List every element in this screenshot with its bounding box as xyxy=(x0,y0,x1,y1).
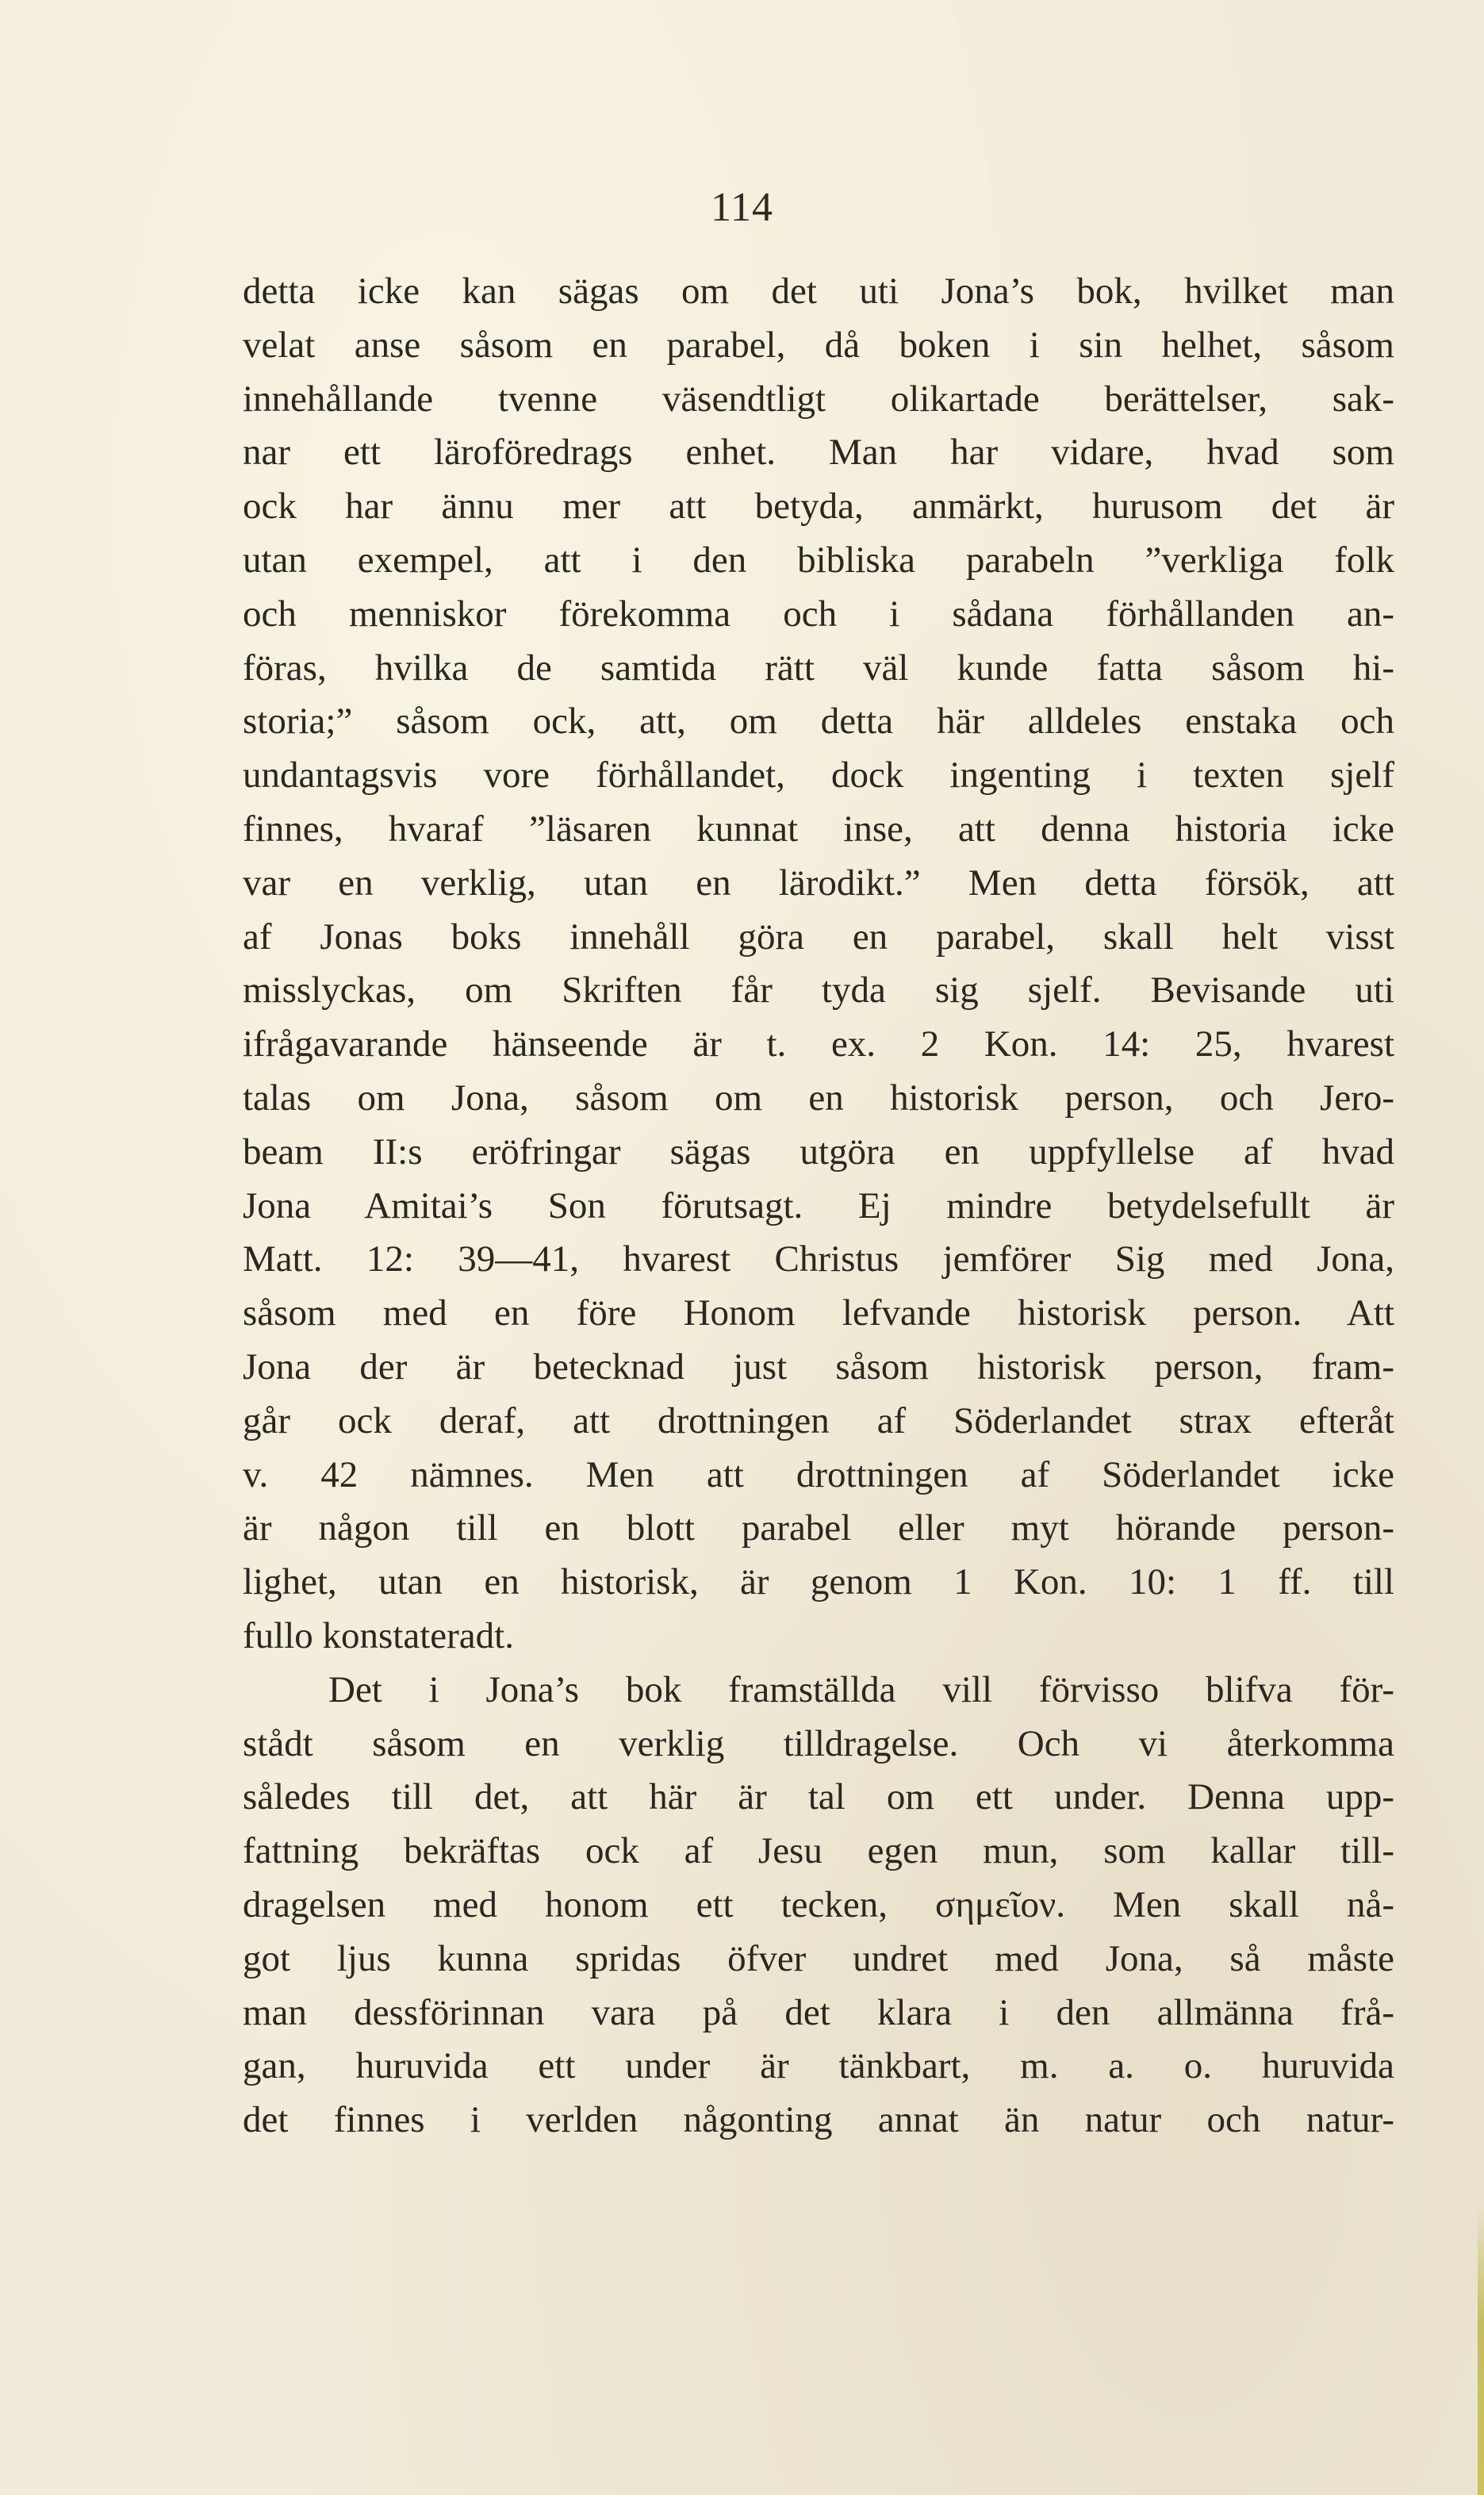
text-line: är någon till en blott parabel eller myt hörande person- xyxy=(243,1507,1394,1549)
text-line: storia;” såsom ock, att, om detta här alldeles enstaka och xyxy=(243,701,1394,743)
text-line: fullo konstateradt. xyxy=(243,1614,514,1656)
text-line: fattning bekräftas ock af Jesu egen mun, som kallar till- xyxy=(243,1830,1394,1872)
text-line: går ock deraf, att drottningen af Söderlandet strax efteråt xyxy=(243,1399,1394,1441)
body-text xyxy=(243,265,1394,2148)
text-line: misslyckas, om Skriften får tyda sig sjelf. Bevisande uti xyxy=(243,969,1394,1011)
text-line: lighet, utan en historisk, är genom 1 Kon. 10: 1 ff. till xyxy=(243,1561,1394,1603)
text-line: Matt. 12: 39—41, hvarest Christus jemförer Sig med Jona, xyxy=(243,1238,1394,1280)
text-line: ifrågavarande hänseende är t. ex. 2 Kon. 14: 25, hvarest xyxy=(243,1023,1394,1065)
text-line: ock har ännu mer att betyda, anmärkt, hurusom det är xyxy=(243,486,1394,528)
paragraph-1 xyxy=(243,265,1394,1664)
text-line: v. 42 nämnes. Men att drottningen af Söderlandet icke xyxy=(243,1453,1394,1495)
text-line: det finnes i verlden någonting annat än natur och natur- xyxy=(243,2099,1394,2141)
text-line: undantagsvis vore förhållandet, dock ingenting i texten sjelf xyxy=(243,754,1394,796)
text-line: Det i Jona’s bok framställda vill förvisso blifva för- xyxy=(328,1668,1394,1710)
text-line: nar ett läroföredrags enhet. Man har vidare, hvad som xyxy=(243,432,1394,474)
text-line: got ljus kunna spridas öfver undret med Jona, så måste xyxy=(243,1937,1394,1979)
text-line: velat anse såsom en parabel, då boken i sin helhet, såsom xyxy=(243,324,1394,366)
text-line: Jona Amitai’s Son förutsagt. Ej mindre betydelsefullt är xyxy=(243,1184,1394,1226)
text-line: gan, huruvida ett under är tänkbart, m. a. o. huruvida xyxy=(243,2045,1394,2087)
text-line: stådt såsom en verklig tilldragelse. Och vi återkomma xyxy=(243,1722,1394,1764)
paragraph-2 xyxy=(243,1664,1394,2148)
text-line: beam II:s eröfringar sägas utgöra en uppfyllelse af hvad xyxy=(243,1130,1394,1173)
text-line: föras, hvilka de samtida rätt väl kunde fatta såsom hi- xyxy=(243,647,1394,689)
text-line: således till det, att här är tal om ett under. Denna upp- xyxy=(243,1776,1394,1818)
text-line: af Jonas boks innehåll göra en parabel, skall helt visst xyxy=(243,915,1394,958)
text-line: och menniskor förekomma och i sådana förhållanden an- xyxy=(243,593,1394,635)
text-line: innehållande tvenne väsendtligt olikartade berättelser, sak- xyxy=(243,378,1394,420)
text-line: finnes, hvaraf ”läsaren kunnat inse, att denna historia icke xyxy=(243,808,1394,850)
text-line: var en verklig, utan en lärodikt.” Men detta försök, att xyxy=(243,862,1394,904)
text-line: utan exempel, att i den bibliska parabeln ”verkliga folk xyxy=(243,539,1394,581)
text-line: man dessförinnan vara på det klara i den allmänna frå- xyxy=(243,1991,1394,2033)
text-line: Jona der är betecknad just såsom historisk person, fram- xyxy=(243,1345,1394,1388)
text-line: detta icke kan sägas om det uti Jona’s bok, hvilket man xyxy=(243,271,1394,312)
text-line: talas om Jona, såsom om en historisk person, och Jero- xyxy=(243,1077,1394,1119)
text-line: dragelsen med honom ett tecken, σημεῖον. Men skall nå- xyxy=(243,1883,1394,1925)
text-line: såsom med en före Honom lefvande historisk person. Att xyxy=(243,1292,1394,1334)
page-number: 114 xyxy=(710,185,774,230)
page-edge-shadow xyxy=(1478,2205,1484,2495)
